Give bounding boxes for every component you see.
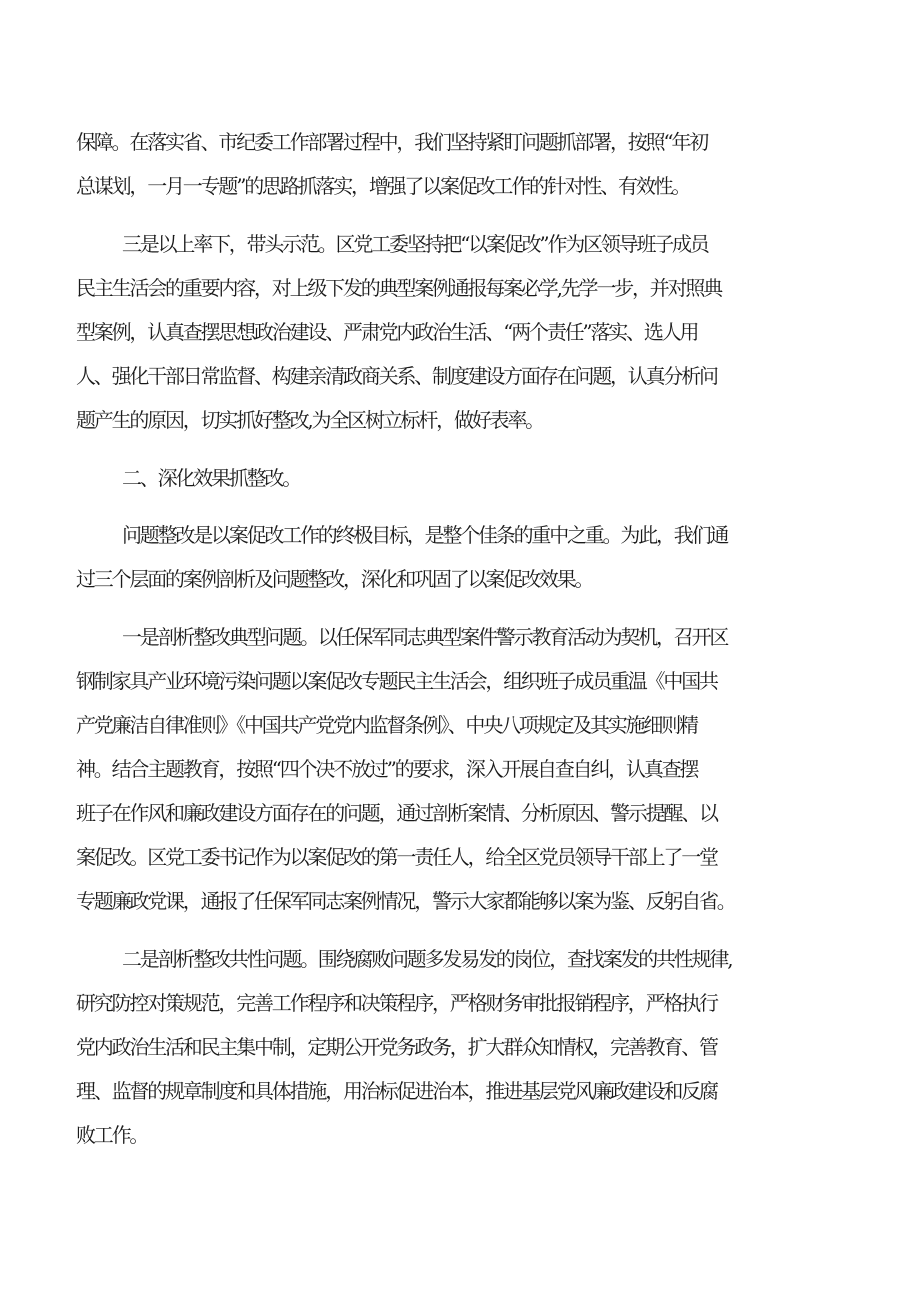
paragraph-4-line-1: 问题整改是以案促改工作的终极目标，是整个佳条的重中之重。为此，我们通 (122, 523, 728, 547)
paragraph-2-line-5: 题产生的原因，切实抓好整改,为全区树立标杆，做好表率。 (76, 408, 543, 432)
paragraph-5-line-4: 神。结合主题教育，按照“四个决不放过”的要求，深入开展自查自纠，认真查摆 (76, 757, 698, 781)
paragraph-2-line-1: 三是以上率下，带头示范。区党工委坚持把“以案促改”作为区领导班子成员 (122, 232, 708, 256)
section-heading: 二、深化效果抓整改。 (122, 466, 300, 490)
paragraph-2-line-3: 型案例，认真查摆思想政治建设、严肃党内政治生活、“两个责任”落实、选人用 (76, 320, 698, 344)
paragraph-5-line-5: 班子在作风和廉政建设方面存在的问题，通过剖析案情、分析原因、警示提醒、以 (76, 801, 717, 825)
paragraph-5-line-2: 钢制家具产业环境污染问题以案促改专题民主生活会，组织班子成员重温《中国共 (76, 669, 717, 693)
paragraph-4-line-2: 过三个层面的案例剖析及问题整改，深化和巩固了以案促改效果。 (76, 567, 593, 591)
paragraph-6-line-4: 理、监督的规章制度和具体措施，用治标促进治本，推进基层党风廉政建设和反腐 (76, 1079, 717, 1103)
paragraph-5-line-1: 一是剖析整改典型问题。以任保军同志典型案件警示教育活动为契机，召开区 (122, 625, 728, 649)
paragraph-6-line-1: 二是剖析整改共性问题。围绕腐败问题多发易发的岗位，查找案发的共性规律, (122, 947, 732, 971)
paragraph-1-line-1: 保障。在落实省、市纪委工作部署过程中，我们坚持紧盯问题抓部署，按照“年初 (76, 130, 708, 154)
paragraph-5-line-3: 产党廉洁自律准则》《中国共产党党内监督条例》、中央八项规定及其实施细则精 (76, 713, 697, 737)
paragraph-5-line-7: 专题廉政党课，通报了任保军同志案例情况，警示大家都能够以案为鉴、反躬自省。 (76, 889, 735, 913)
paragraph-1-line-2: 总谋划，一月一专题”的思路抓落实，增强了以案促改工作的针对性、有效性。 (76, 174, 690, 198)
paragraph-2-line-4: 人、强化干部日常监督、构建亲清政商关系、制度建设方面存在问题，认真分析问 (76, 364, 717, 388)
paragraph-6-line-2: 研究防控对策规范，完善工作程序和决策程序，严格财务审批报销程序，严格执行 (76, 991, 717, 1015)
paragraph-6-line-3: 党内政治生活和民主集中制，定期公开党务政务，扩大群众知情权，完善教育、管 (76, 1035, 717, 1059)
paragraph-6-line-5: 败工作。 (76, 1123, 148, 1147)
paragraph-2-line-2: 民主生活会的重要内容，对上级下发的典型案例通报每案必学,先学一步，并对照典 (76, 276, 721, 300)
paragraph-5-line-6: 案促改。区党工委书记作为以案促改的第一责任人，给全区党员领导干部上了一堂 (76, 845, 717, 869)
